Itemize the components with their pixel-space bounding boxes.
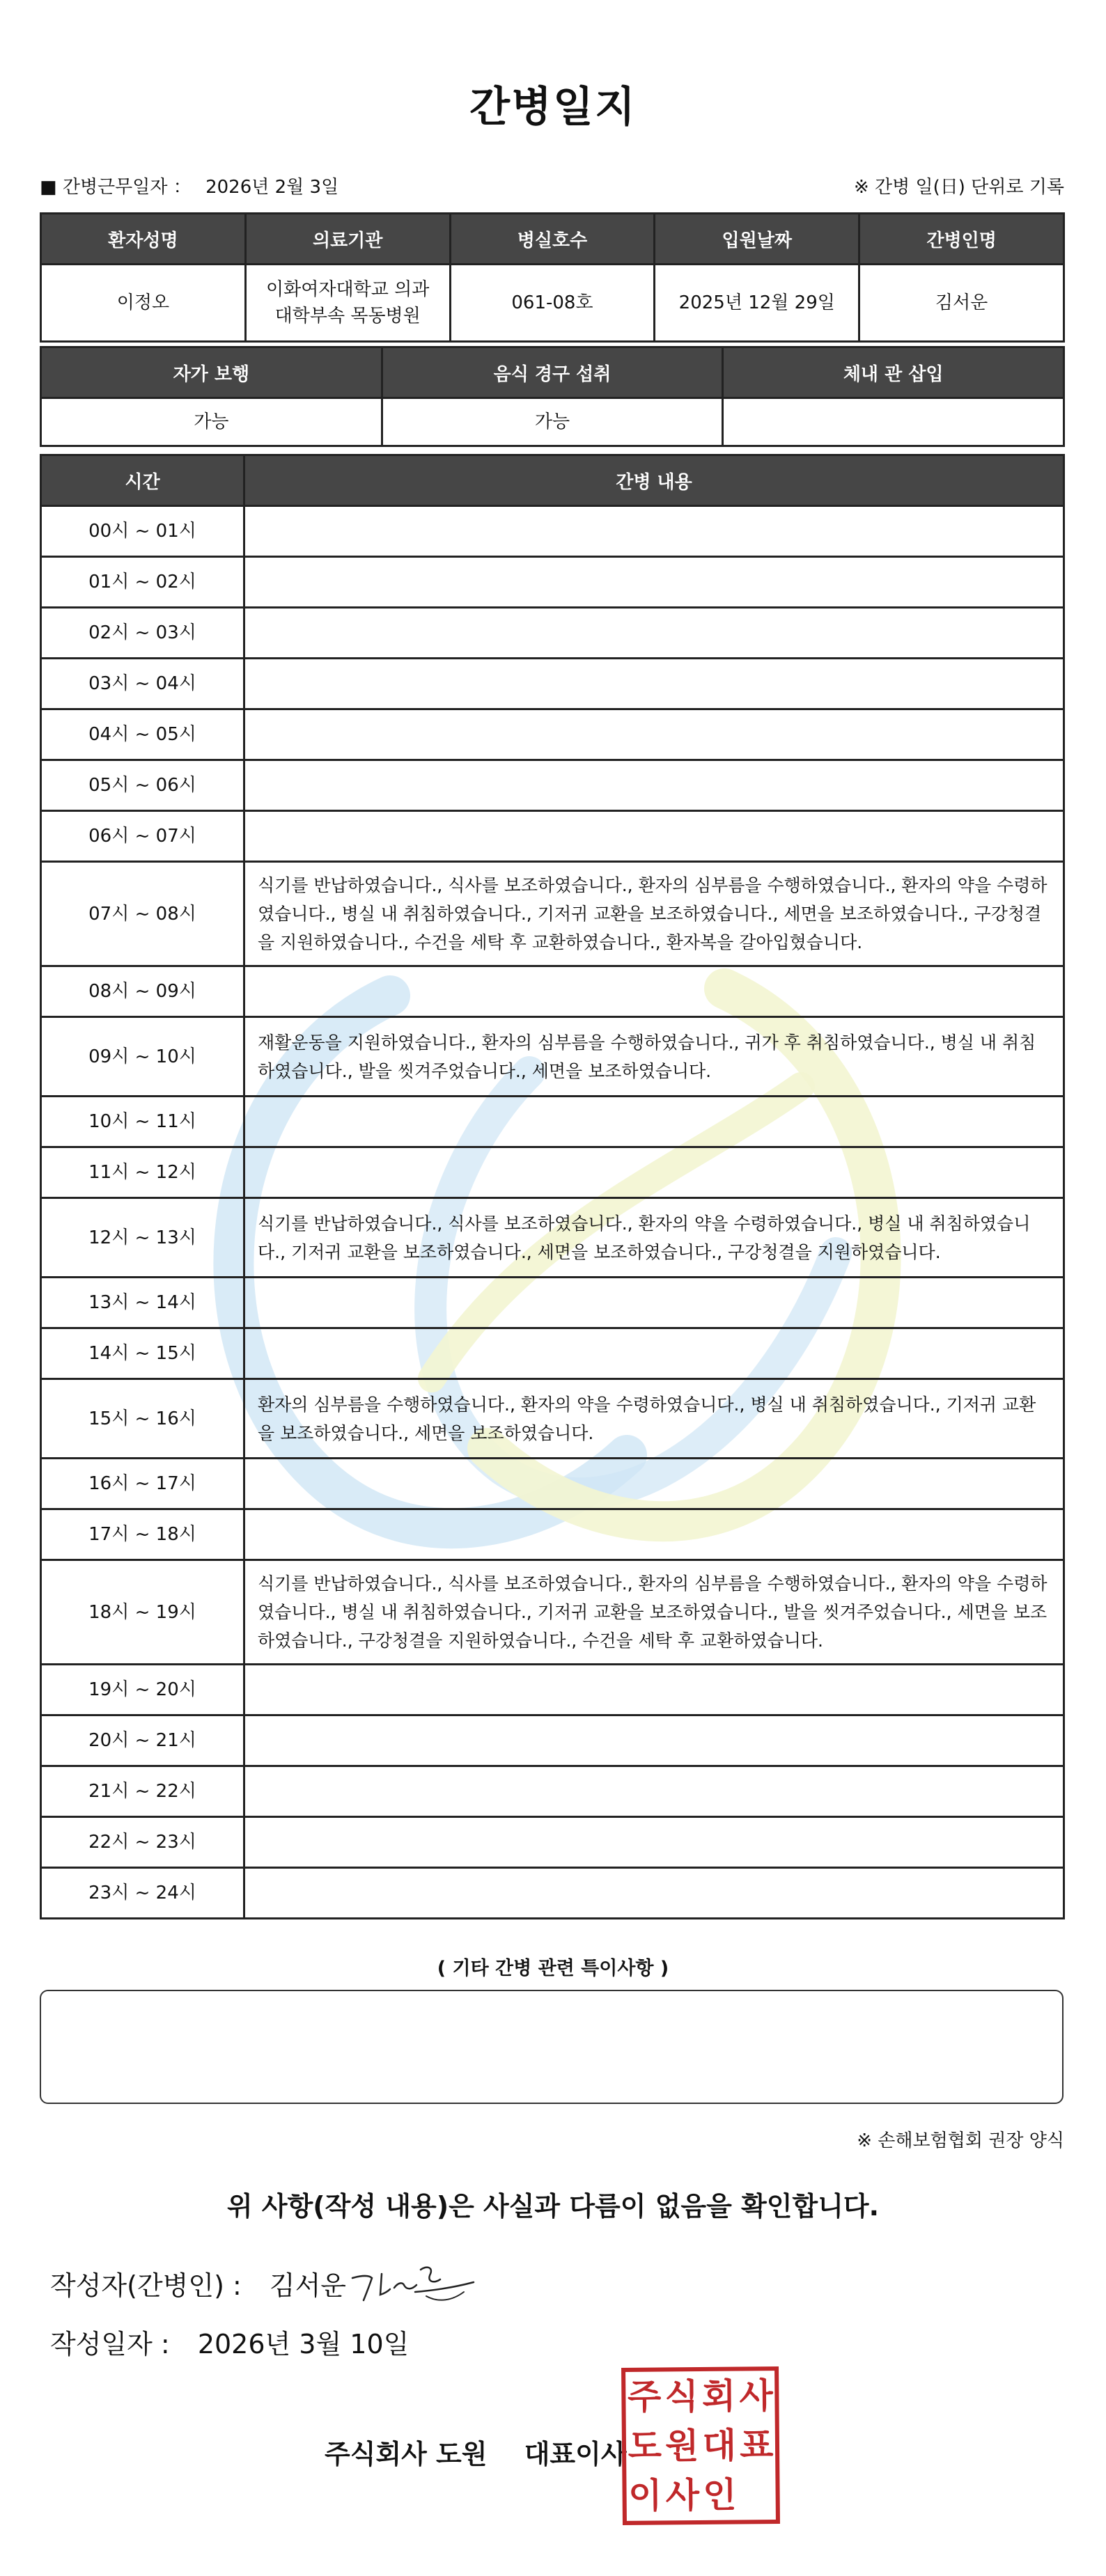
log-content: 재활운동을 지원하였습니다., 환자의 심부름을 수행하였습니다., 귀가 후 취침하였습니다., 병실 내 취침하였습니다., 발을 씻겨주었습니다., 세면을 보조하였습니다. xyxy=(244,1017,1064,1097)
work-date-value: 2026년 2월 3일 xyxy=(205,177,339,198)
log-content xyxy=(244,557,1064,608)
patient-info-table xyxy=(40,212,1065,343)
header-room: 병실호수 xyxy=(450,214,655,265)
log-time: 11시 ~ 12시 xyxy=(41,1147,244,1198)
log-time: 19시 ~ 20시 xyxy=(41,1665,244,1715)
room-number: 061-08호 xyxy=(450,265,655,342)
header-self-walking: 자가 보행 xyxy=(41,347,382,398)
log-time: 20시 ~ 21시 xyxy=(41,1715,244,1766)
seal-glyph: 원 xyxy=(664,2425,699,2467)
log-content xyxy=(244,811,1064,862)
log-row xyxy=(41,659,1064,709)
header-time: 시간 xyxy=(41,455,244,506)
log-row xyxy=(41,608,1064,659)
seal-glyph: 이 xyxy=(628,2474,662,2517)
log-row xyxy=(41,557,1064,608)
log-time: 18시 ~ 19시 xyxy=(41,1560,244,1665)
patient-status-table xyxy=(40,346,1065,447)
log-content xyxy=(244,1509,1064,1560)
log-row xyxy=(41,1560,1064,1665)
log-content xyxy=(244,1715,1064,1766)
log-row xyxy=(41,506,1064,557)
log-content xyxy=(244,1766,1064,1817)
log-content xyxy=(244,1278,1064,1328)
log-content xyxy=(244,608,1064,659)
log-content: 식기를 반납하였습니다., 식사를 보조하였습니다., 환자의 약을 수령하였습니다., 병실 내 취침하였습니다., 기저귀 교환을 보조하였습니다., 세면을 보조하였습니다., 구강청결을 지원하였습니다. xyxy=(244,1198,1064,1278)
log-row xyxy=(41,1147,1064,1198)
oral-intake-value: 가능 xyxy=(382,398,723,446)
log-time: 02시 ~ 03시 xyxy=(41,608,244,659)
seal-glyph: 사 xyxy=(739,2374,774,2417)
log-content xyxy=(244,709,1064,760)
log-time: 22시 ~ 23시 xyxy=(41,1817,244,1868)
log-row xyxy=(41,1379,1064,1459)
log-time: 13시 ~ 14시 xyxy=(41,1278,244,1328)
caregiver-name: 김서운 xyxy=(859,265,1064,342)
log-time: 06시 ~ 07시 xyxy=(41,811,244,862)
author-line xyxy=(50,2264,346,2302)
log-row xyxy=(41,1459,1064,1509)
log-content: 식기를 반납하였습니다., 식사를 보조하였습니다., 환자의 심부름을 수행하였습니다., 환자의 약을 수령하였습니다., 병실 내 취침하였습니다., 기저귀 교환을 보조하였습니다., 세면을 보조하였습니다., 구강청결을 지원하였습니다., 수건을 세탁 후 교환하였습니다., 환자복을 갈아입혔습니다. xyxy=(244,862,1064,966)
log-content xyxy=(244,1868,1064,1919)
company-role: 대표이사 xyxy=(524,2439,627,2469)
log-row xyxy=(41,1817,1064,1868)
work-date-label: ■ 간병근무일자 ： xyxy=(40,177,192,198)
log-content xyxy=(244,1459,1064,1509)
log-content xyxy=(244,1097,1064,1147)
log-content xyxy=(244,966,1064,1017)
log-row xyxy=(41,1017,1064,1097)
log-time: 23시 ~ 24시 xyxy=(41,1868,244,1919)
log-content xyxy=(244,1328,1064,1379)
log-row xyxy=(41,1509,1064,1560)
unit-note: ※ 간병 일(日) 단위로 기록 xyxy=(853,177,1064,198)
author-name: 김서운 xyxy=(269,2270,346,2301)
work-date xyxy=(40,173,338,198)
log-content xyxy=(244,1817,1064,1868)
log-row xyxy=(41,1868,1064,1919)
log-row xyxy=(41,1198,1064,1278)
patient-name: 이정오 xyxy=(41,265,246,342)
log-time: 07시 ~ 08시 xyxy=(41,862,244,966)
header-oral-intake: 음식 경구 섭취 xyxy=(382,347,723,398)
log-time: 15시 ~ 16시 xyxy=(41,1379,244,1459)
log-content: 식기를 반납하였습니다., 식사를 보조하였습니다., 환자의 심부름을 수행하였습니다., 환자의 약을 수령하였습니다., 병실 내 취침하였습니다., 기저귀 교환을 보조하였습니다., 발을 씻겨주었습니다., 세면을 보조하였습니다., 구강청결을 지원하였습니다., 수건을 세탁 후 교환하였습니다. xyxy=(244,1560,1064,1665)
log-time: 21시 ~ 22시 xyxy=(41,1766,244,1817)
header-admission-date: 입원날짜 xyxy=(655,214,859,265)
handwritten-signature xyxy=(348,2254,488,2310)
special-notes-title: ( 기타 간병 관련 특이사항 ) xyxy=(437,1958,669,1979)
log-content xyxy=(244,760,1064,811)
seal-glyph: 표 xyxy=(739,2424,774,2466)
log-row xyxy=(41,1715,1064,1766)
log-row xyxy=(41,1097,1064,1147)
header-patient-name: 환자성명 xyxy=(41,214,246,265)
log-content xyxy=(244,506,1064,557)
seal-glyph: 식 xyxy=(664,2375,699,2417)
company-line xyxy=(325,2433,627,2471)
tube-insertion-value xyxy=(723,398,1064,446)
log-content: 환자의 심부름을 수행하였습니다., 환자의 약을 수령하였습니다., 병실 내 취침하였습니다., 기저귀 교환을 보조하였습니다., 세면을 보조하였습니다. xyxy=(244,1379,1064,1459)
written-date-value: 2026년 3월 10일 xyxy=(197,2329,410,2359)
written-date-line xyxy=(50,2323,409,2361)
log-row xyxy=(41,966,1064,1017)
log-time: 03시 ~ 04시 xyxy=(41,659,244,709)
seal-glyph: 주 xyxy=(627,2375,662,2417)
admission-date: 2025년 12월 29일 xyxy=(655,265,859,342)
log-time: 12시 ~ 13시 xyxy=(41,1198,244,1278)
form-note: ※ 손해보험협회 권장 양식 xyxy=(857,2130,1064,2151)
log-time: 08시 ~ 09시 xyxy=(41,966,244,1017)
log-row xyxy=(41,709,1064,760)
author-label: 작성자(간병인) : xyxy=(50,2270,242,2301)
self-walking-value: 가능 xyxy=(41,398,382,446)
header-hospital: 의료기관 xyxy=(245,214,450,265)
seal-glyph: 인 xyxy=(702,2474,737,2516)
log-content xyxy=(244,1147,1064,1198)
log-content xyxy=(244,1665,1064,1715)
written-date-label: 작성일자 : xyxy=(50,2329,170,2359)
company-seal-stamp xyxy=(621,2366,780,2525)
page-title: 간병일지 xyxy=(469,83,637,132)
header-caregiver-name: 간병인명 xyxy=(859,214,1064,265)
log-time: 10시 ~ 11시 xyxy=(41,1097,244,1147)
hospital-name: 이화여자대학교 의과대학부속 목동병원 xyxy=(245,265,450,342)
log-time: 00시 ~ 01시 xyxy=(41,506,244,557)
log-row xyxy=(41,1766,1064,1817)
log-time: 04시 ~ 05시 xyxy=(41,709,244,760)
log-row xyxy=(41,862,1064,966)
seal-glyph: 도 xyxy=(628,2425,662,2467)
special-notes-box xyxy=(40,1990,1064,2104)
log-time: 09시 ~ 10시 xyxy=(41,1017,244,1097)
log-row xyxy=(41,1328,1064,1379)
log-time: 16시 ~ 17시 xyxy=(41,1459,244,1509)
seal-glyph: 대 xyxy=(702,2424,737,2466)
seal-glyph: 사 xyxy=(665,2474,700,2516)
confirmation-statement: 위 사항(작성 내용)은 사실과 다름이 없음을 확인합니다. xyxy=(226,2191,880,2222)
header-tube-insertion: 체내 관 삽입 xyxy=(723,347,1064,398)
log-time: 14시 ~ 15시 xyxy=(41,1328,244,1379)
log-row xyxy=(41,811,1064,862)
care-log-table xyxy=(40,454,1065,1919)
log-row xyxy=(41,760,1064,811)
log-time: 01시 ~ 02시 xyxy=(41,557,244,608)
header-care-content: 간병 내용 xyxy=(244,455,1064,506)
seal-glyph: 회 xyxy=(701,2375,736,2417)
log-row xyxy=(41,1665,1064,1715)
log-time: 05시 ~ 06시 xyxy=(41,760,244,811)
log-time: 17시 ~ 18시 xyxy=(41,1509,244,1560)
company-name: 주식회사 도원 xyxy=(325,2439,488,2469)
log-row xyxy=(41,1278,1064,1328)
log-content xyxy=(244,659,1064,709)
